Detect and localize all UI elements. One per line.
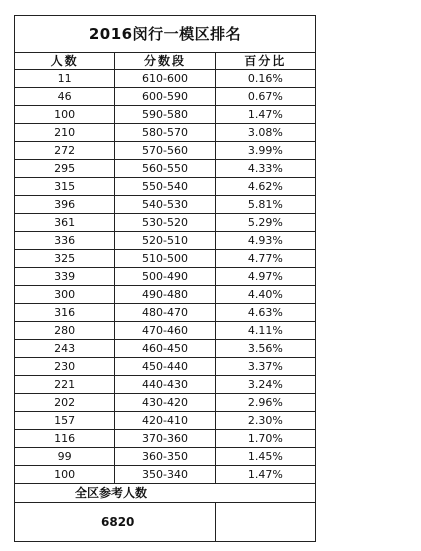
table-row — [15, 412, 316, 430]
cell-count: 46 — [15, 88, 115, 106]
table-row — [15, 142, 316, 160]
table-row — [15, 88, 316, 106]
cell-percentage: 4.63% — [215, 304, 315, 322]
cell-score-range: 460-450 — [115, 340, 215, 358]
cell-percentage: 3.24% — [215, 376, 315, 394]
cell-percentage: 1.47% — [215, 106, 315, 124]
cell-percentage: 3.08% — [215, 124, 315, 142]
cell-count: 202 — [15, 394, 115, 412]
cell-percentage: 4.77% — [215, 250, 315, 268]
cell-count: 361 — [15, 214, 115, 232]
header-count: 人数 — [15, 53, 115, 70]
table-row — [15, 214, 316, 232]
total-label-row — [15, 484, 316, 503]
cell-percentage: 4.33% — [215, 160, 315, 178]
cell-score-range: 450-440 — [115, 358, 215, 376]
cell-score-range: 430-420 — [115, 394, 215, 412]
cell-count: 315 — [15, 178, 115, 196]
cell-score-range: 470-460 — [115, 322, 215, 340]
cell-count: 339 — [15, 268, 115, 286]
cell-score-range: 570-560 — [115, 142, 215, 160]
total-value: 6820 — [15, 503, 216, 542]
total-label: 全区参考人数 — [15, 484, 316, 503]
cell-score-range: 500-490 — [115, 268, 215, 286]
cell-percentage: 4.11% — [215, 322, 315, 340]
table-row — [15, 430, 316, 448]
cell-percentage: 3.56% — [215, 340, 315, 358]
cell-count: 280 — [15, 322, 115, 340]
cell-count: 316 — [15, 304, 115, 322]
cell-score-range: 350-340 — [115, 466, 215, 484]
cell-percentage: 1.70% — [215, 430, 315, 448]
cell-score-range: 610-600 — [115, 70, 215, 88]
cell-percentage: 5.81% — [215, 196, 315, 214]
table-row — [15, 196, 316, 214]
cell-percentage: 4.40% — [215, 286, 315, 304]
cell-percentage: 5.29% — [215, 214, 315, 232]
cell-count: 243 — [15, 340, 115, 358]
cell-score-range: 590-580 — [115, 106, 215, 124]
cell-score-range: 480-470 — [115, 304, 215, 322]
cell-count: 99 — [15, 448, 115, 466]
cell-score-range: 580-570 — [115, 124, 215, 142]
cell-score-range: 540-530 — [115, 196, 215, 214]
ranking-table — [14, 15, 316, 542]
table-row — [15, 376, 316, 394]
cell-count: 11 — [15, 70, 115, 88]
cell-count: 116 — [15, 430, 115, 448]
header-percentage: 百分比 — [215, 53, 315, 70]
cell-count: 300 — [15, 286, 115, 304]
cell-count: 396 — [15, 196, 115, 214]
cell-percentage: 0.16% — [215, 70, 315, 88]
cell-score-range: 600-590 — [115, 88, 215, 106]
cell-score-range: 360-350 — [115, 448, 215, 466]
table-row — [15, 340, 316, 358]
cell-count: 221 — [15, 376, 115, 394]
total-value-row — [15, 503, 316, 542]
cell-score-range: 550-540 — [115, 178, 215, 196]
table-row — [15, 304, 316, 322]
cell-count: 157 — [15, 412, 115, 430]
table-row — [15, 394, 316, 412]
cell-count: 230 — [15, 358, 115, 376]
table-row — [15, 178, 316, 196]
cell-percentage: 4.93% — [215, 232, 315, 250]
table-row — [15, 286, 316, 304]
table-row — [15, 268, 316, 286]
cell-percentage: 0.67% — [215, 88, 315, 106]
cell-percentage: 2.96% — [215, 394, 315, 412]
cell-percentage: 1.45% — [215, 448, 315, 466]
table-row — [15, 106, 316, 124]
cell-percentage: 4.62% — [215, 178, 315, 196]
cell-percentage: 4.97% — [215, 268, 315, 286]
table-row — [15, 358, 316, 376]
cell-count: 100 — [15, 466, 115, 484]
cell-score-range: 420-410 — [115, 412, 215, 430]
table-row — [15, 124, 316, 142]
ranking-table-body — [15, 16, 316, 542]
cell-score-range: 490-480 — [115, 286, 215, 304]
table-title: 2016闵行一模区排名 — [15, 16, 316, 53]
table-row — [15, 250, 316, 268]
cell-count: 100 — [15, 106, 115, 124]
cell-count: 295 — [15, 160, 115, 178]
cell-count: 336 — [15, 232, 115, 250]
table-row — [15, 448, 316, 466]
cell-percentage: 3.37% — [215, 358, 315, 376]
cell-count: 325 — [15, 250, 115, 268]
cell-score-range: 510-500 — [115, 250, 215, 268]
total-empty-cell — [215, 503, 315, 542]
cell-percentage: 3.99% — [215, 142, 315, 160]
table-row — [15, 70, 316, 88]
table-row — [15, 466, 316, 484]
table-row — [15, 232, 316, 250]
cell-count: 272 — [15, 142, 115, 160]
cell-score-range: 370-360 — [115, 430, 215, 448]
cell-score-range: 530-520 — [115, 214, 215, 232]
header-score-range: 分数段 — [115, 53, 215, 70]
table-row — [15, 322, 316, 340]
cell-count: 210 — [15, 124, 115, 142]
table-row — [15, 160, 316, 178]
cell-score-range: 560-550 — [115, 160, 215, 178]
title-row — [15, 16, 316, 53]
cell-score-range: 440-430 — [115, 376, 215, 394]
header-row — [15, 53, 316, 70]
cell-score-range: 520-510 — [115, 232, 215, 250]
cell-percentage: 1.47% — [215, 466, 315, 484]
cell-percentage: 2.30% — [215, 412, 315, 430]
